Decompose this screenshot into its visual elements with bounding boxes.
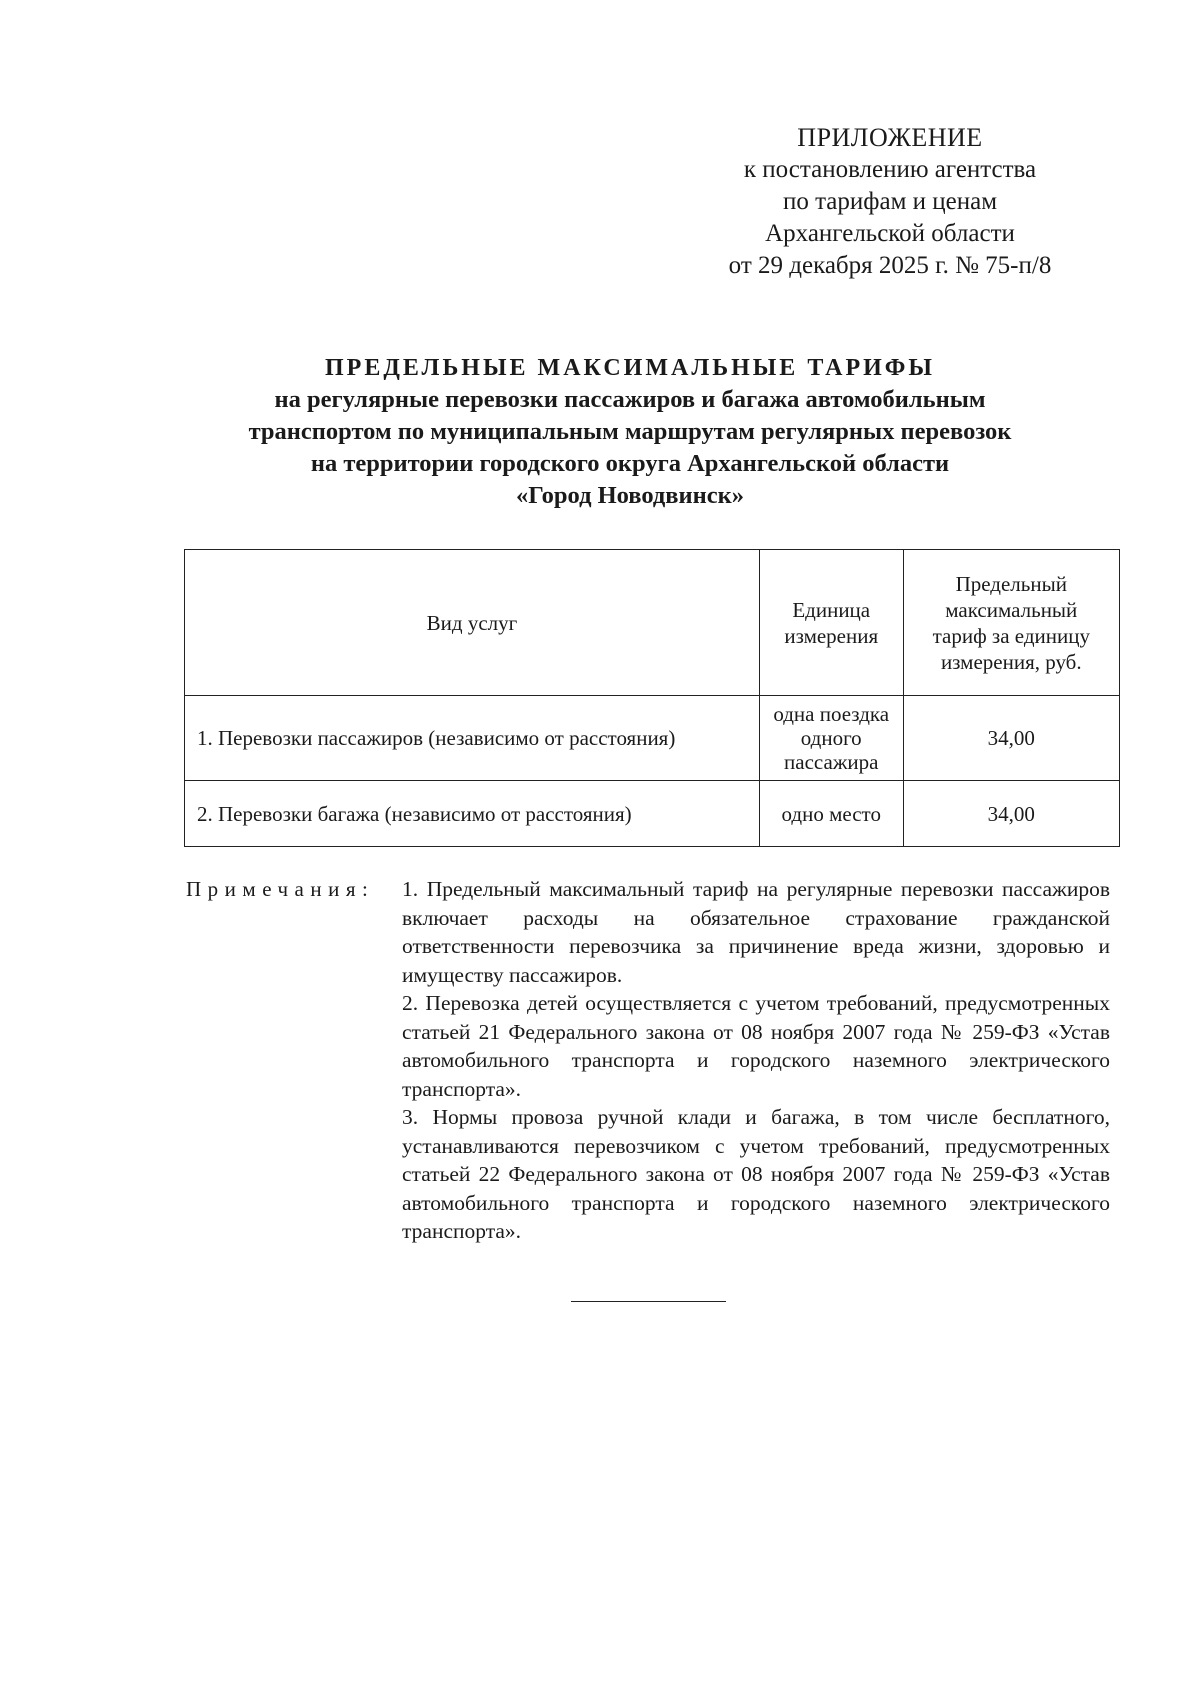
document-title-line: транспортом по муниципальным маршрутам регулярных перевозок — [248, 418, 1012, 445]
header-tariff-line: тариф за единицу — [932, 623, 1090, 648]
service-cell: 2. Перевозки багажа (независимо от расстояния) — [185, 781, 760, 847]
tariff-cell: 34,00 — [903, 696, 1119, 781]
tariff-table — [184, 549, 1120, 847]
document-title-line: на регулярные перевозки пассажиров и багажа автомобильным — [274, 386, 986, 413]
tariff-cell: 34,00 — [903, 781, 1119, 847]
unit-line: одного — [800, 726, 862, 750]
notes-label: Примечания: — [186, 877, 375, 901]
header-tariff-line: максимальный — [945, 597, 1078, 622]
unit-cell: одно место — [759, 781, 903, 847]
notes-list — [402, 875, 1110, 1246]
header-tariff-line: Предельный — [955, 571, 1067, 596]
note-item: 1. Предельный максимальный тариф на регулярные перевозки пассажиров включает расходы на обязательное страхование гражданской ответственности перевозчика за причинение вреда жизни, здоровью и имуществу пассажиров. — [402, 877, 1110, 987]
table-header-row — [185, 550, 1120, 696]
note-item: 3. Нормы провоза ручной клади и багажа, в том числе бесплатного, устанавливаются перевозчиком с учетом требований, предусмотренных статьей 22 Федерального закона от 08 ноября 2007 года № 259-ФЗ «Устав автомобильного транспорта и городского наземного электрического транспорта». — [402, 1105, 1110, 1243]
header-tariff — [903, 550, 1119, 696]
appendix-title: ПРИЛОЖЕНИЕ — [797, 123, 983, 152]
header-unit — [759, 550, 903, 696]
appendix-line: к постановлению агентства — [743, 156, 1037, 183]
header-service: Вид услуг — [185, 550, 760, 696]
header-unit-line: измерения — [784, 623, 879, 648]
document-title — [130, 352, 1130, 512]
table-row — [185, 781, 1120, 847]
unit-cell — [759, 696, 903, 781]
header-tariff-line: измерения, руб. — [940, 649, 1082, 674]
end-divider-line — [571, 1301, 726, 1302]
unit-line: одна поездка — [773, 702, 890, 726]
appendix-date-number: от 29 декабря 2025 г. № 75-п/8 — [728, 252, 1052, 279]
note-item: 2. Перевозка детей осуществляется с учетом требований, предусмотренных статьей 21 Федерального закона от 08 ноября 2007 года № 259-ФЗ «Устав автомобильного транспорта и городского наземного электрического транспорта». — [402, 991, 1110, 1101]
appendix-line: по тарифам и ценам — [782, 188, 998, 215]
document-title-line: «Город Новодвинск» — [515, 482, 745, 509]
appendix-line: Архангельской области — [765, 220, 1015, 247]
appendix-block — [690, 122, 1090, 282]
table-row — [185, 696, 1120, 781]
service-cell: 1. Перевозки пассажиров (независимо от расстояния) — [185, 696, 760, 781]
unit-line: пассажира — [784, 750, 879, 774]
document-title-line: на территории городского округа Архангельской области — [310, 450, 950, 477]
header-unit-line: Единица — [792, 597, 871, 622]
document-title-main: ПРЕДЕЛЬНЫЕ МАКСИМАЛЬНЫЕ ТАРИФЫ — [325, 355, 935, 381]
